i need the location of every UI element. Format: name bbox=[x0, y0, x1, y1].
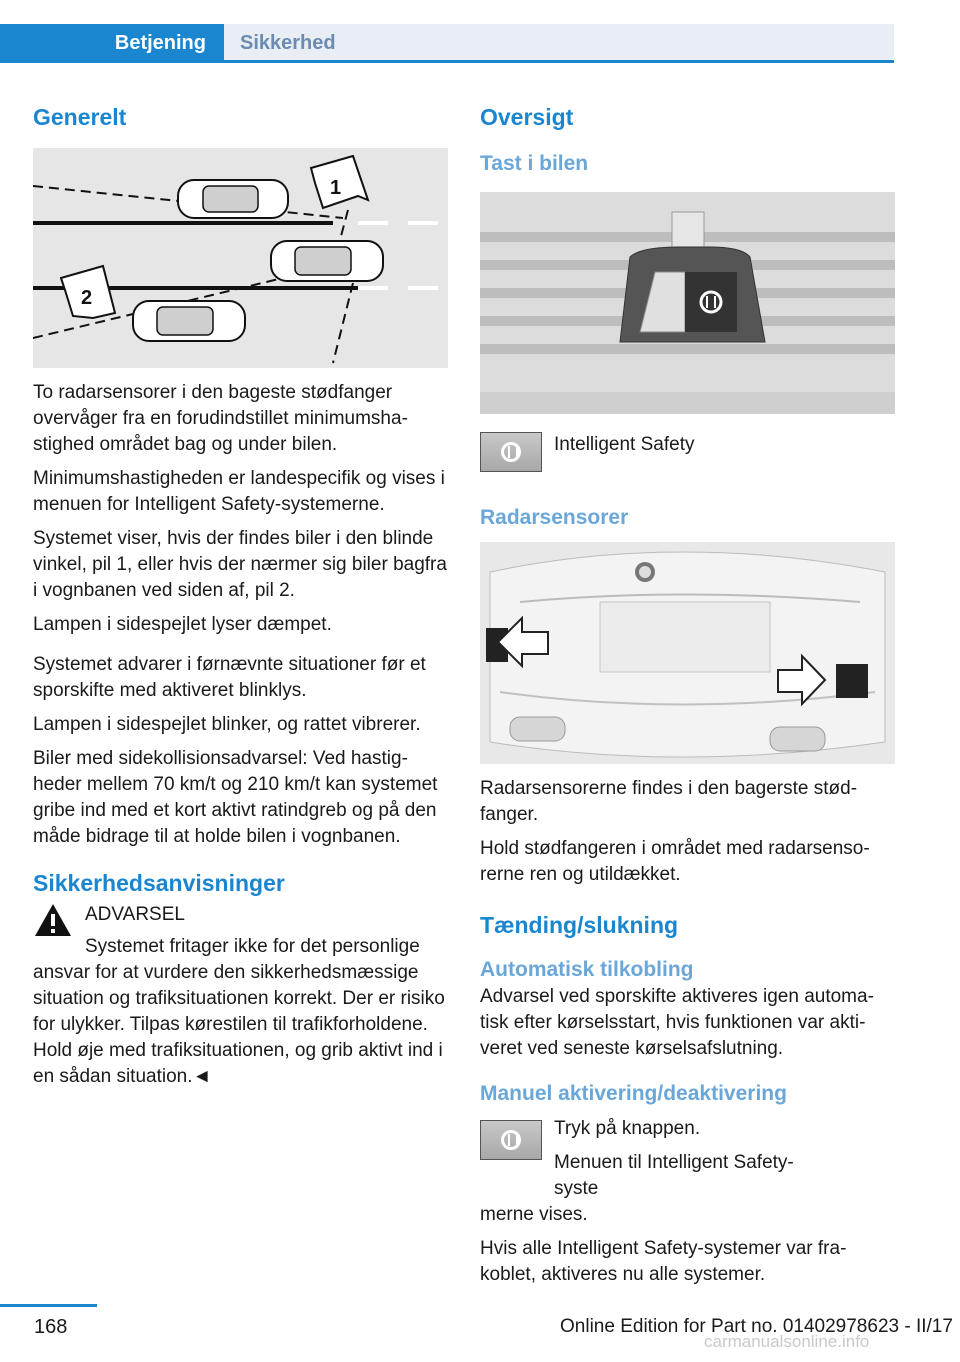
warning-title: ADVARSEL bbox=[85, 904, 185, 925]
header-divider bbox=[0, 60, 894, 63]
manuel-line-1: Tryk på knappen. bbox=[554, 1118, 701, 1139]
intelligent-safety-legend bbox=[480, 432, 895, 472]
watermark-text: carmanualsonline.info bbox=[704, 1332, 870, 1351]
paragraph-auto: Advarsel ved sporskifte aktiveres igen automatisk efter kørselsstart, hvis funktionen var aktiveret ved seneste kørselsafslutning. bbox=[480, 986, 874, 1059]
car-top-view-icon bbox=[133, 301, 245, 341]
paragraph-1: To radarsensorer i den bageste stødfanger overvåger fra en forudindstillet minimumshastighed området bag og under bilen. bbox=[33, 382, 408, 455]
paragraph-5: Systemet advarer i førnævnte situationer før et sporskifte med aktiveret blinklys. bbox=[33, 654, 426, 701]
subheading-tast-i-bilen: Tast i bilen bbox=[480, 152, 589, 175]
paragraph-7: Biler med sidekollisionsadvarsel: Ved hastigheder mellem 70 km/t og 210 km/t kan systemet gribe ind med et kort aktivt ratindgreb og på den måde bidrage til at holde bilen i vognbanen. bbox=[33, 748, 438, 847]
callout-label-1: 1 bbox=[330, 177, 342, 199]
intelligent-safety-button-icon bbox=[480, 432, 542, 472]
blind-spot-diagram-svg bbox=[33, 148, 448, 368]
right-column bbox=[480, 98, 895, 1288]
manuel-line-2-rest: merne vises. bbox=[480, 1204, 588, 1225]
heading-sikkerhedsanvisninger: Sikkerhedsanvisninger bbox=[33, 870, 285, 896]
heading-generelt: Generelt bbox=[33, 104, 127, 130]
paragraph-4: Lampen i sidespejlet lyser dæmpet. bbox=[33, 614, 332, 635]
warning-triangle-icon bbox=[33, 902, 73, 938]
intelligent-safety-label: Intelligent Safety bbox=[554, 434, 695, 455]
warning-block bbox=[33, 902, 448, 960]
rear-bumper-svg bbox=[480, 542, 895, 764]
heading-oversigt: Oversigt bbox=[480, 104, 574, 130]
page-header bbox=[0, 0, 960, 62]
paragraph-radar-1: Radarsensorerne findes i den bagerste stødfanger. bbox=[480, 778, 858, 825]
edition-text: Online Edition for Part no. 01402978623 - II/17 bbox=[560, 1316, 953, 1337]
intelligent-safety-button-icon bbox=[480, 1120, 542, 1160]
subheading-radarsensorer: Radarsensorer bbox=[480, 506, 629, 529]
paragraph-6: Lampen i sidespejlet blinker, og rattet vibrerer. bbox=[33, 714, 421, 735]
arrow-callout-icon bbox=[311, 156, 368, 208]
paragraph-radar-2: Hold stødfangeren i området med radarsensorerne ren og utildækket. bbox=[480, 838, 870, 885]
left-column bbox=[33, 98, 448, 1090]
manuel-instruction bbox=[480, 1116, 895, 1202]
warning-text-rest: ansvar for at vurdere den sikkerhedsmæssige situation og trafiksituationen korrekt. Der er risiko for ulykker. Tilpas kørestilen til trafikforholdene. Hold øje med trafiksituationen, og grib aktivt ind i en sådan situation.◄ bbox=[33, 962, 445, 1087]
warning-head bbox=[85, 902, 420, 960]
paragraph-3: Systemet viser, hvis der findes biler i den blinde vinkel, pil 1, eller hvis der nærmer sig biler bagfra i vognbanen ved siden af, pil 2. bbox=[33, 528, 447, 601]
subheading-automatisk-tilkobling: Automatisk tilkobling bbox=[480, 958, 694, 981]
manuel-line-2-first: Menuen til Intelligent Safety-syste bbox=[554, 1152, 794, 1199]
heading-taending-slukning: Tænding/slukning bbox=[480, 912, 679, 938]
car-top-view-icon bbox=[271, 241, 383, 281]
figure-rear-bumper bbox=[480, 542, 895, 764]
figure-blind-spot-diagram bbox=[33, 148, 448, 368]
button-panel-svg bbox=[480, 192, 895, 414]
tab-betjening[interactable]: Betjening bbox=[0, 24, 224, 62]
arrow-callout-icon bbox=[61, 266, 115, 318]
tab-sikkerhed[interactable]: Sikkerhed bbox=[224, 24, 894, 62]
paragraph-manuel-3: Hvis alle Intelligent Safety-systemer var frakoblet, aktiveres nu alle systemer. bbox=[480, 1238, 847, 1285]
subheading-manuel: Manuel aktivering/deaktivering bbox=[480, 1082, 787, 1105]
car-top-view-icon bbox=[178, 180, 288, 218]
footer-divider bbox=[0, 1304, 97, 1307]
bmw-logo-icon bbox=[635, 562, 655, 582]
figure-button-panel bbox=[480, 192, 895, 414]
callout-label-2: 2 bbox=[81, 287, 93, 309]
paragraph-2: Minimumshastigheden er landespecifik og vises i menuen for Intelligent Safety-systemerne. bbox=[33, 468, 445, 515]
warning-text-first: Systemet fritager ikke for det personlige bbox=[85, 936, 420, 957]
page-number: 168 bbox=[34, 1316, 68, 1338]
